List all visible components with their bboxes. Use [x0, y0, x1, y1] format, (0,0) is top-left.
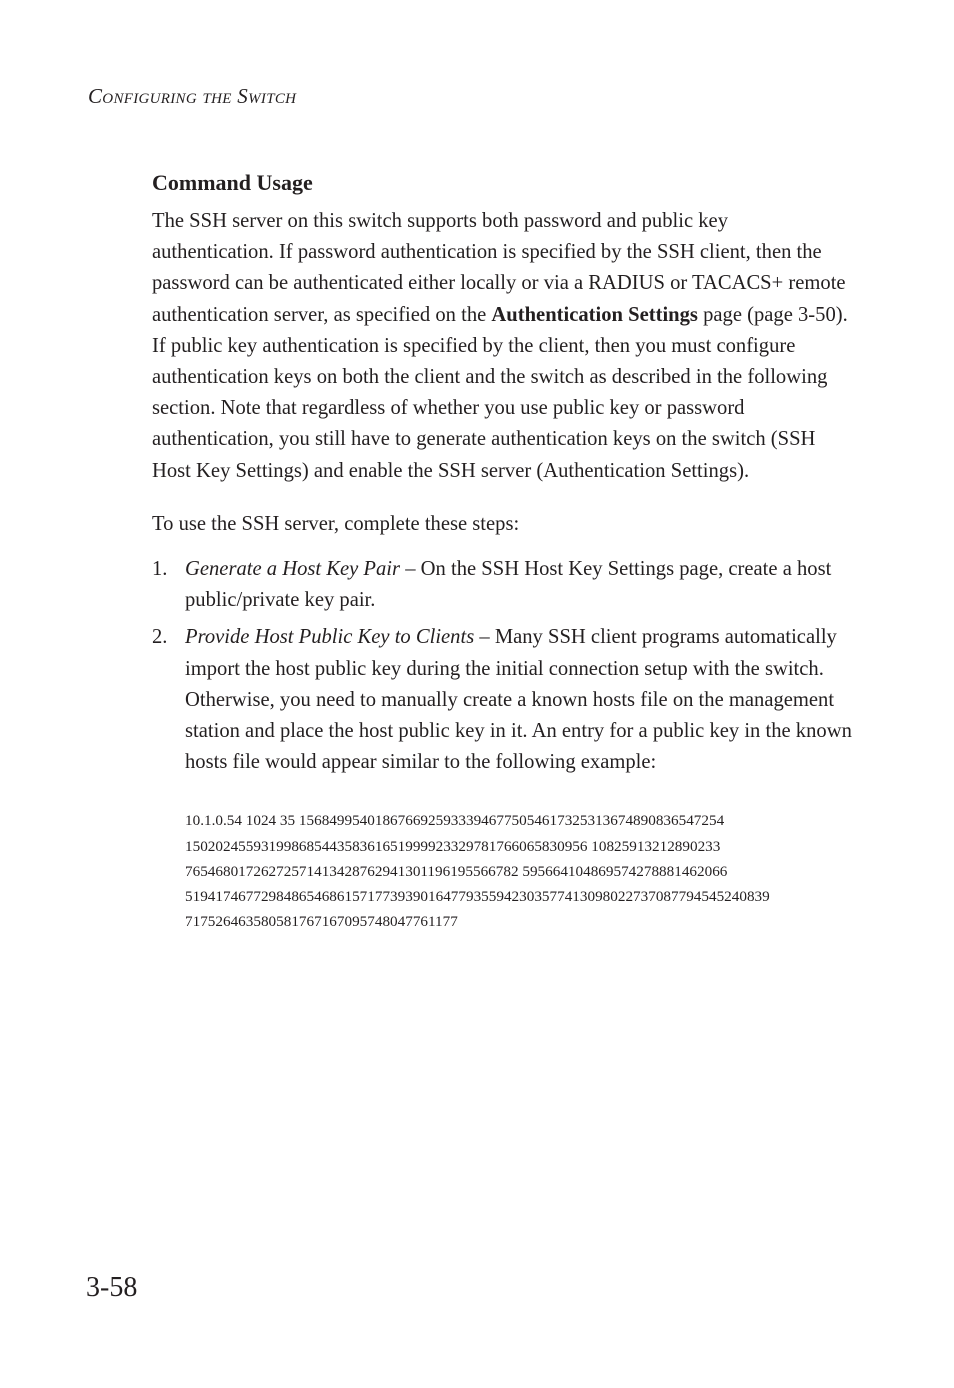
- list-item: [152, 622, 852, 778]
- page-number: 3-58: [86, 1272, 138, 1303]
- step-text: – On the SSH Host Key Settings page, create a host public/private key pair.: [185, 558, 832, 612]
- step-number: 1.: [152, 558, 168, 581]
- code-line: 717526463580581767167095748047761177: [185, 913, 458, 931]
- known-hosts-example: [185, 808, 852, 934]
- step-text: – Many SSH client programs automatically import the host public key during the initial connection setup with the switch. Otherwise, you need to manually create a known hosts file on the management station and place the host public key in it. An entry for a public key in the known hosts file would appear similar to the following example:: [185, 626, 852, 774]
- list-item: [152, 554, 852, 616]
- code-line: 51941746772984865468615717739390164779355942303577413098022737087794545240839: [185, 888, 770, 906]
- code-line: 15020245593199868544358361651999923329781766065830956 10825913212890233: [185, 837, 721, 855]
- command-usage-paragraph: [152, 206, 852, 487]
- step-title: Provide Host Public Key to Clients: [185, 626, 475, 649]
- main-content: [152, 168, 852, 934]
- section-heading: Command Usage: [152, 170, 313, 195]
- code-line: 10.1.0.54 1024 35 15684995401867669259333946775054617325313674890836547254: [185, 812, 725, 830]
- steps-list: [152, 554, 852, 778]
- authentication-settings-ref: Authentication Settings: [491, 303, 698, 326]
- running-header: Configuring the Switch: [88, 84, 297, 108]
- para-text-2: page (page 3-50). If public key authentication is specified by the client, then you must configure authentication keys on both the client and the switch as described in the following section. Note that regardless of whether you use public key or password authentication, you still have to generate authentication keys on the switch (SSH Host Key Settings) and enable the SSH server (Authentication Settings).: [152, 303, 848, 482]
- para-text-1: The SSH server on this switch supports both password and public key authentication. If password authentication is specified by the SSH client, then the password can be authenticated either locally or via a RADIUS or TACACS+ remote authentication server, as specified on the: [152, 210, 846, 326]
- step-title: Generate a Host Key Pair: [185, 558, 401, 581]
- code-line: 76546801726272571413428762941301196195566782 595664104869574278881462066: [185, 862, 728, 880]
- step-number: 2.: [152, 626, 168, 649]
- steps-intro: To use the SSH server, complete these steps:: [152, 512, 520, 535]
